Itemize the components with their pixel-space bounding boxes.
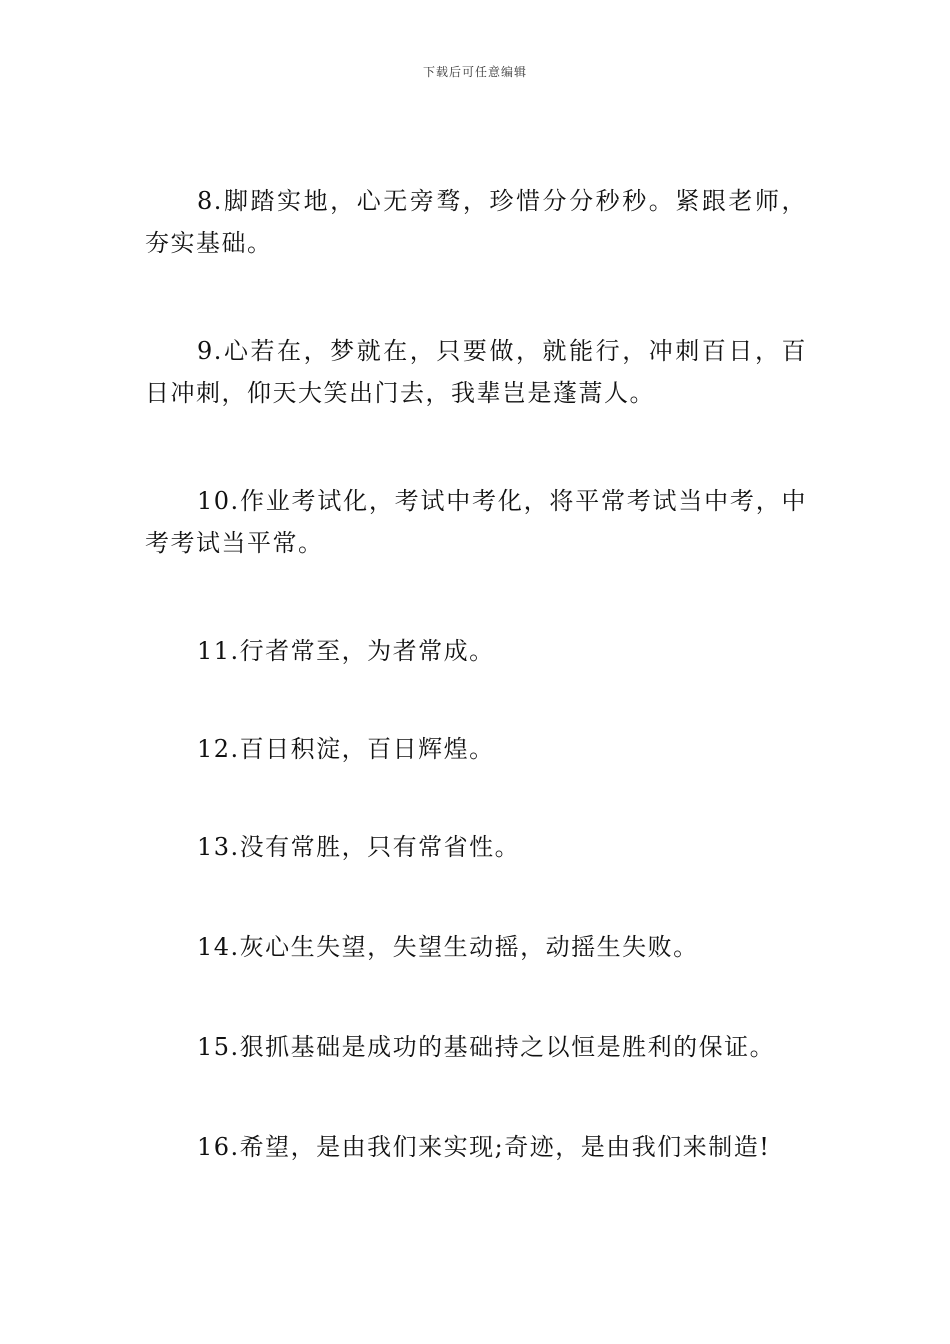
paragraph-item-14: 14.灰心生失望，失望生动摇，动摇生失败。 [197, 933, 699, 961]
paragraph-item-11: 11.行者常至，为者常成。 [197, 637, 495, 665]
paragraph-item-16: 16.希望，是由我们来实现;奇迹，是由我们来制造! [197, 1133, 771, 1161]
paragraph-item-10: 10.作业考试化，考试中考化，将平常考试当中考，中考考试当平常。 [145, 487, 807, 557]
paragraph-item-8: 8.脚踏实地，心无旁骛，珍惜分分秒秒。紧跟老师，夯实基础。 [145, 187, 807, 257]
paragraph-item-9: 9.心若在，梦就在，只要做，就能行，冲刺百日，百日冲刺，仰天大笑出门去，我辈岂是蓬蒿人。 [145, 337, 807, 407]
page-header: 下载后可任意编辑 [422, 65, 527, 79]
paragraph-item-13: 13.没有常胜，只有常省性。 [197, 833, 521, 861]
paragraph-item-12: 12.百日积淀，百日辉煌。 [197, 735, 495, 763]
paragraph-item-15: 15.狠抓基础是成功的基础持之以恒是胜利的保证。 [197, 1033, 776, 1061]
